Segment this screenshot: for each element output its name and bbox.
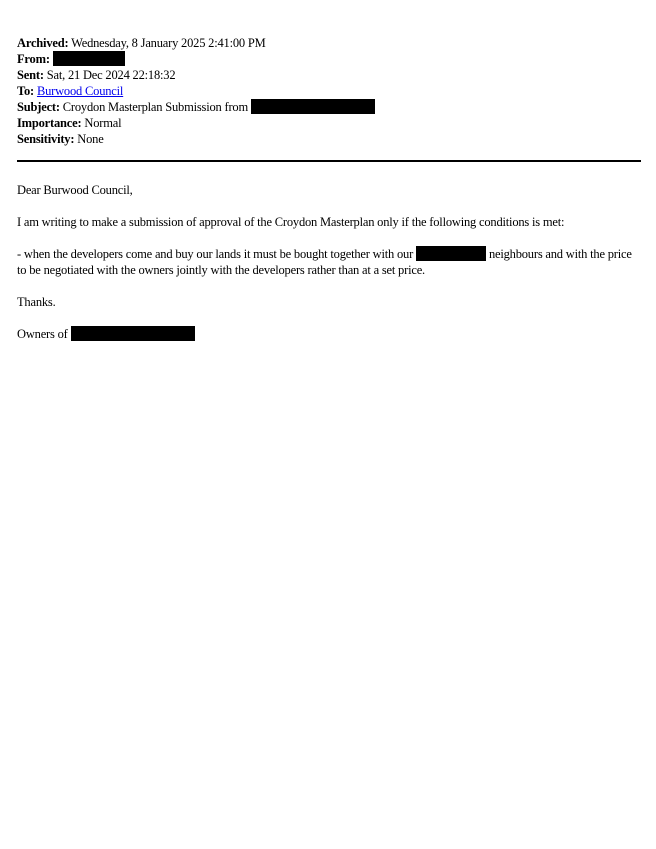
greeting: Dear Burwood Council,	[17, 183, 133, 197]
sensitivity-line	[17, 131, 641, 147]
sent-label: Sent:	[17, 68, 44, 82]
sensitivity-label: Sensitivity:	[17, 132, 75, 146]
signoff-redaction	[71, 326, 195, 341]
signoff-line	[17, 326, 641, 342]
sensitivity-value: None	[77, 132, 104, 146]
subject-value: Croydon Masterplan Submission from	[62, 100, 248, 114]
condition-text-end: neighbours and with the price to be negotiated with the owners jointly with the developers rather than at a set price.	[17, 247, 632, 277]
header-divider	[17, 160, 641, 162]
importance-value: Normal	[84, 116, 122, 130]
email-document	[17, 35, 641, 358]
from-redaction	[53, 51, 125, 66]
intro-paragraph: I am writing to make a submission of approval of the Croydon Masterplan only if the following conditions is met:	[17, 215, 565, 229]
sent-line	[17, 67, 641, 83]
condition-redaction	[416, 246, 486, 261]
subject-label: Subject:	[17, 100, 60, 114]
to-line	[17, 83, 641, 99]
signoff-text: Owners of	[17, 327, 68, 341]
archived-label: Archived:	[17, 36, 69, 50]
importance-line	[17, 115, 641, 131]
condition-paragraph	[17, 246, 641, 278]
thanks-line: Thanks.	[17, 295, 56, 309]
condition-text-start: - when the developers come and buy our lands it must be bought together with our	[17, 247, 414, 261]
archived-line	[17, 35, 641, 51]
from-line	[17, 51, 641, 67]
importance-label: Importance:	[17, 116, 82, 130]
archived-value: Wednesday, 8 January 2025 2:41:00 PM	[71, 36, 266, 50]
subject-line	[17, 99, 641, 115]
to-label: To:	[17, 84, 35, 98]
sent-value: Sat, 21 Dec 2024 22:18:32	[46, 68, 176, 82]
to-recipient-link[interactable]: Burwood Council	[36, 84, 124, 98]
from-label: From:	[17, 52, 50, 66]
subject-redaction	[251, 99, 375, 114]
